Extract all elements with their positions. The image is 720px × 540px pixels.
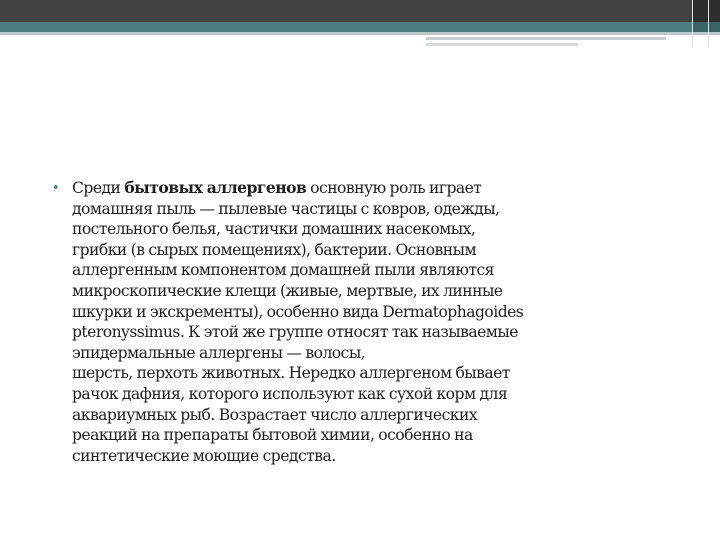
text-line-12: аквариумных рыб. Возрастает число аллергических <box>72 405 478 424</box>
text-line-14: синтетические моющие средства. <box>72 446 336 465</box>
header-accent-stripe-corner <box>692 22 720 32</box>
bold-term: бытовых аллергенов <box>124 178 307 197</box>
header-accent-stripe <box>0 22 720 32</box>
text-line-1 <box>72 178 682 199</box>
header-band <box>0 0 720 22</box>
header-rule-shorter <box>426 43 578 46</box>
text-line-8: pteronyssimus. К этой же группе относят так называемые <box>72 323 518 342</box>
text-line-4: грибки (в сырых помещениях), бактерии. Основным <box>72 240 477 259</box>
header-rule <box>0 32 720 35</box>
header-divider-left <box>692 0 693 48</box>
text-line-5: аллергенным компонентом домашней пыли являются <box>72 261 494 280</box>
header-divider-right <box>708 0 709 48</box>
text-line-7: шкурки и экскременты), особенно вида Dermatophagoides <box>72 302 524 321</box>
text-line-10: шерсть, перхоть животных. Нередко аллергеном бывает <box>72 364 510 383</box>
text-line-2: домашняя пыль — пылевые частицы с ковров, одежды, <box>72 199 500 218</box>
text-line-6: микроскопические клещи (живые, мертвые, их линные <box>72 281 503 300</box>
header-band-corner <box>692 0 720 22</box>
bullet-paragraph <box>72 178 682 466</box>
text-line-13: реакций на препараты бытовой химии, особенно на <box>72 426 473 445</box>
slide-body <box>52 178 682 466</box>
text-line-3: постельного белья, частички домашних насекомых, <box>72 220 476 239</box>
lead-word: Среди <box>72 179 121 197</box>
header-rule-short <box>426 37 666 40</box>
text-line-9: эпидермальные аллергены — волосы, <box>72 343 366 362</box>
bullet-icon: • <box>52 181 60 196</box>
line-1-rest: основную роль играет <box>310 179 482 197</box>
text-line-11: рачок дафния, которого используют как сухой корм для <box>72 384 508 403</box>
